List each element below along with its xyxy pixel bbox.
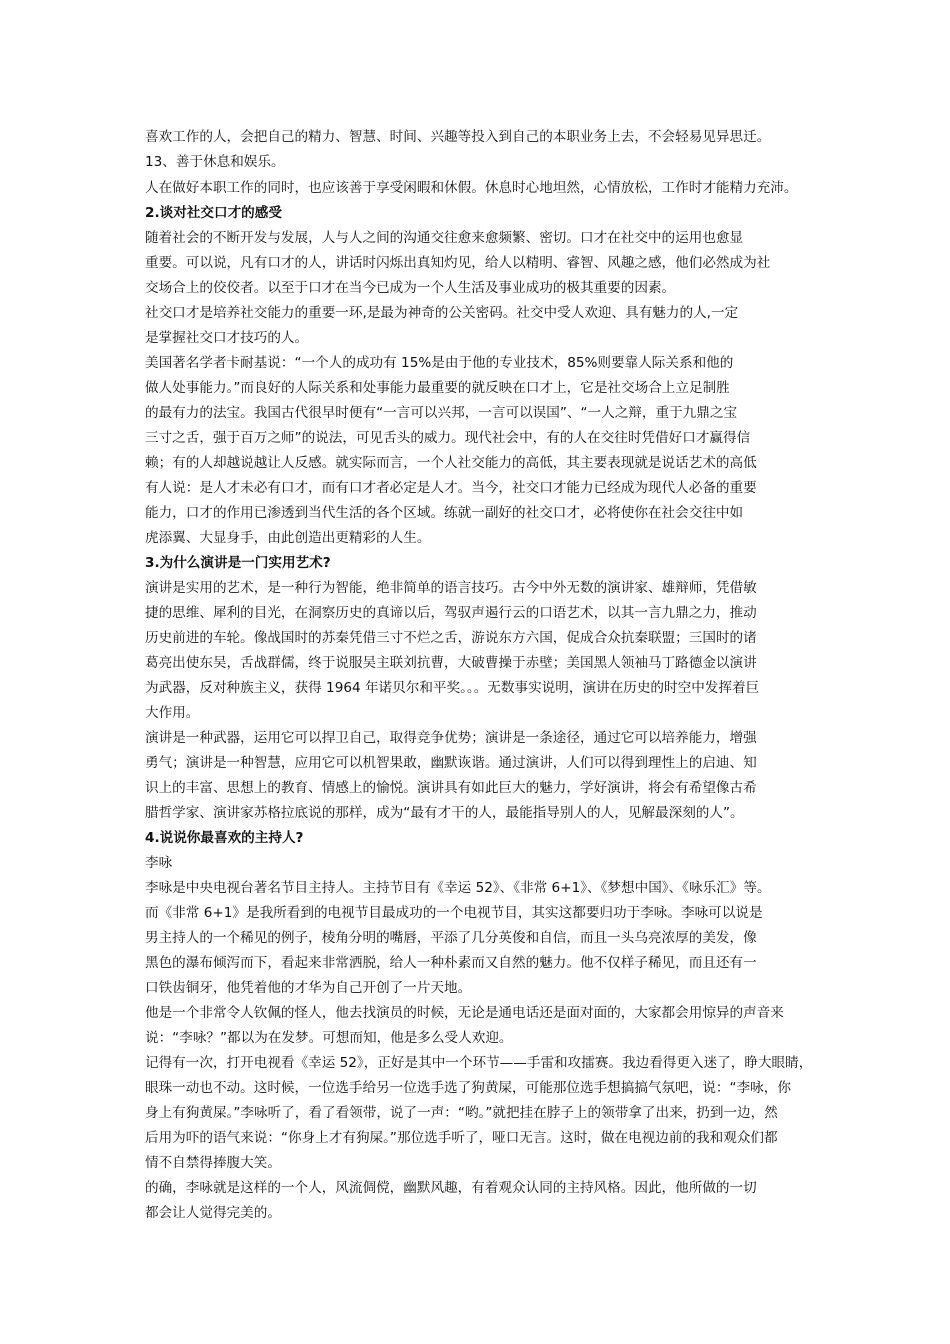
paragraph-line: 是掌握社交口才技巧的人。 xyxy=(145,330,309,346)
paragraph-line: 黑色的瀑布倾泻而下，看起来非常洒脱，给人一种朴素而又自然的魅力。他不仅样子稀见，而且还有一 xyxy=(145,955,757,971)
paragraph-line: 赖；有的人却越说越让人反感。就实际而言，一个人社交能力的高低，其主要表现就是说话艺术的高低 xyxy=(145,455,757,471)
paragraph-line: 眼珠一动也不动。这时候，一位选手给另一位选手选了狗黄屎，可能那位选手想搞搞气氛吧，说：“李咏，你 xyxy=(145,1080,791,1096)
paragraph-line: 腊哲学家、演讲家苏格拉底说的那样，成为“最有才干的人，最能指导别人的人，见解最深刻的人”。 xyxy=(145,805,744,821)
paragraph-line: 身上有狗黄屎。”李咏听了，看了看领带，说了一声：“哟。”就把挂在脖子上的领带拿了出来，扔到一边，然 xyxy=(145,1105,778,1121)
paragraph-line: 记得有一次，打开电视看《幸运 52》，正好是其中一个环节——手雷和攻擂赛。我边看得更入迷了，睁大眼睛， xyxy=(145,1055,813,1071)
paragraph-line: 有人说：是人才未必有口才，而有口才者必定是人才。当今，社交口才能力已经成为现代人必备的重要 xyxy=(145,480,757,496)
paragraph-line: 后用为吓的语气来说：“你身上才有狗屎。”那位选手听了，哑口无言。这时，做在电视边前的我和观众们都 xyxy=(145,1130,778,1146)
paragraph-line: 情不自禁得捧腹大笑。 xyxy=(145,1155,281,1171)
paragraph-line: 为武器，反对种族主义，获得 1964 年诺贝尔和平奖。。。无数事实说明，演讲在历史的时空中发挥着巨 xyxy=(145,680,760,696)
paragraph-line: 而《非常 6+1》是我所看到的电视节目最成功的一个电视节目，其实这都要归功于李咏。李咏可以说是 xyxy=(145,905,763,921)
section-heading-favorite-host: 4.说说你最喜欢的主持人? xyxy=(145,830,304,846)
list-item-line: 13、善于休息和娱乐。 xyxy=(145,154,285,170)
paragraph-line: 大作用。 xyxy=(145,705,200,721)
paragraph-line: 美国著名学者卡耐基说：“一个人的成功有 15%是由于他的专业技术，85%则要靠人际关系和他的 xyxy=(145,355,734,371)
paragraph-line: 识上的丰富、思想上的教育、情感上的愉悦。演讲具有如此巨大的魅力，学好演讲，将会有希望像古希 xyxy=(145,780,757,796)
paragraph-line: 能力，口才的作用已渗透到当代生活的各个区域。练就一副好的社交口才，必将使你在社会交往中如 xyxy=(145,505,744,521)
paragraph-line: 社交口才是培养社交能力的重要一环,是最为神奇的公关密码。社交中受人欢迎、具有魅力的人,一定 xyxy=(145,305,739,321)
paragraph-line: 三寸之舌，强于百万之师”的说法，可见舌头的威力。现代社会中，有的人在交往时凭借好口才赢得信 xyxy=(145,430,751,446)
paragraph-line: 的确，李咏就是这样的一个人，风流倜傥，幽默风趣，有着观众认同的主持风格。因此，他所做的一切 xyxy=(145,1180,757,1196)
paragraph-line: 喜欢工作的人，会把自己的精力、智慧、时间、兴趣等投入到自己的本职业务上去，不会轻易见异思迁。 xyxy=(145,129,771,145)
paragraph-line: 历史前进的车轮。像战国时的苏秦凭借三寸不烂之舌，游说东方六国，促成合众抗秦联盟；三国时的诸 xyxy=(145,630,757,646)
paragraph-line: 口铁齿铜牙，他凭着他的才华为自己开创了一片天地。 xyxy=(145,980,472,996)
paragraph-line: 演讲是实用的艺术，是一种行为智能，绝非简单的语言技巧。古今中外无数的演讲家、雄辩师，凭借敏 xyxy=(145,580,757,596)
paragraph-line: 人在做好本职工作的同时，也应该善于享受闲暇和休假。休息时心地坦然，心情放松，工作时才能精力充沛。 xyxy=(145,180,798,196)
paragraph-line: 随着社会的不断开发与发展，人与人之间的沟通交往愈来愈频繁、密切。口才在社交中的运用也愈显 xyxy=(145,230,744,246)
paragraph-line: 演讲是一种武器，运用它可以捍卫自己，取得竞争优势；演讲是一条途径，通过它可以培养能力，增强 xyxy=(145,730,757,746)
paragraph-line: 虎添翼、大显身手，由此创造出更精彩的人生。 xyxy=(145,530,431,546)
paragraph-line: 重要。可以说，凡有口才的人，讲话时闪烁出真知灼见，给人以精明、睿智、风趣之感，他们必然成为社 xyxy=(145,255,771,271)
section-heading-social-eloquence: 2.谈对社交口才的感受 xyxy=(145,205,282,221)
paragraph-line: 交场合上的佼佼者。以至于口才在当今已成为一个人生活及事业成功的极其重要的因素。 xyxy=(145,280,676,296)
paragraph-line: 的最有力的法宝。我国古代很早时便有“一言可以兴邦，一言可以误国”、“一人之辩，重于九鼎之宝 xyxy=(145,405,738,421)
paragraph-line: 做人处事能力。”而良好的人际关系和处事能力最重要的就反映在口才上，它是社交场合上立足制胜 xyxy=(145,380,730,396)
host-name: 李咏 xyxy=(145,855,173,871)
paragraph-line: 男主持人的一个稀见的例子，棱角分明的嘴唇，平添了几分英俊和自信，而且一头乌亮浓厚的美发，像 xyxy=(145,930,757,946)
paragraph-line: 李咏是中央电视台著名节目主持人。主持节目有《幸运 52》、《非常 6+1》、《梦想中国》、《咏乐汇》等。 xyxy=(145,880,771,896)
paragraph-line: 他是一个非常令人钦佩的怪人，他去找演员的时候，无论是通电话还是面对面的，大家都会用惊异的声音来 xyxy=(145,1005,784,1021)
paragraph-line: 勇气；演讲是一种智慧，应用它可以机智果敢，幽默诙谐。通过演讲，人们可以得到理性上的启迪、知 xyxy=(145,755,757,771)
paragraph-line: 都会让人觉得完美的。 xyxy=(145,1205,281,1221)
paragraph-line: 葛亮出使东吴，舌战群儒，终于说服吴主联刘抗曹，大破曹操于赤壁；美国黑人领袖马丁路德金以演讲 xyxy=(145,655,757,671)
paragraph-line: 捷的思维、犀利的目光，在洞察历史的真谛以后，驾驭声遏行云的口语艺术，以其一言九鼎之力，推动 xyxy=(145,605,757,621)
section-heading-speech-art: 3.为什么演讲是一门实用艺术? xyxy=(145,555,331,571)
paragraph-line: 说：“李咏？”都以为在发梦。可想而知，他是多么受人欢迎。 xyxy=(145,1030,513,1046)
